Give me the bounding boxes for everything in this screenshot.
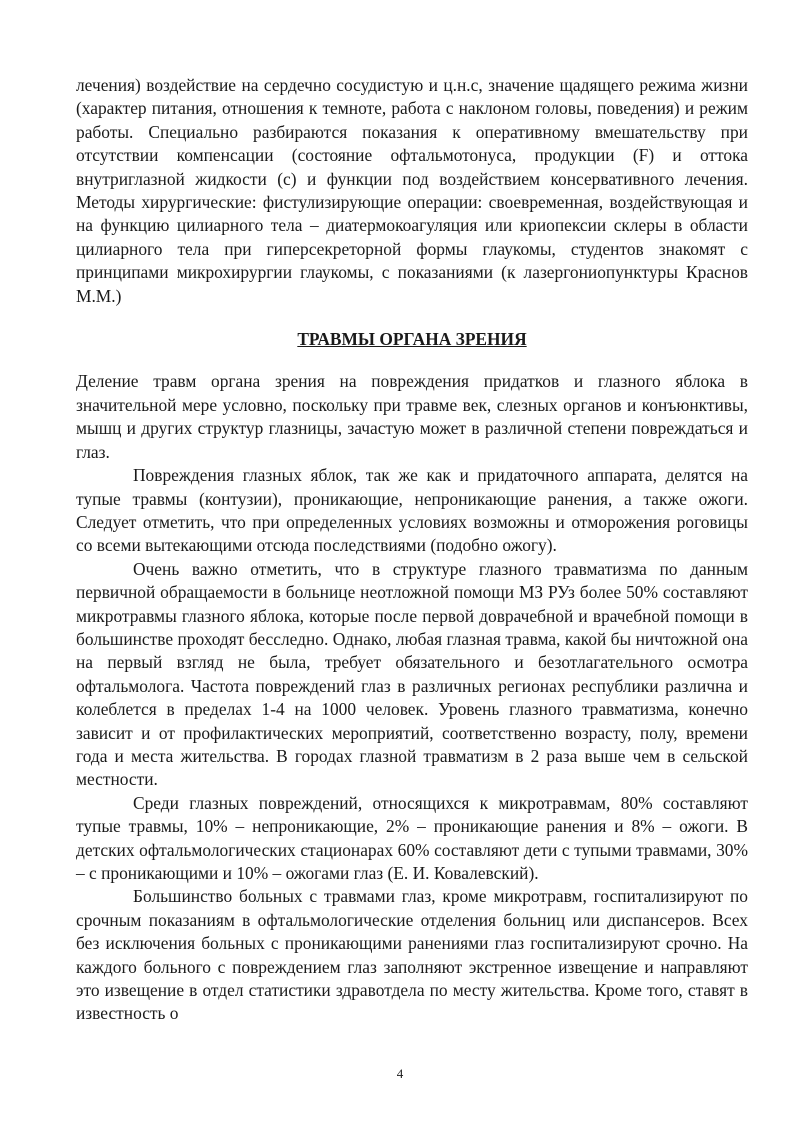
section-heading: ТРАВМЫ ОРГАНА ЗРЕНИЯ	[297, 329, 527, 350]
paragraph-4: Среди глазных повреждений, относящихся к микротравмам, 80% составляют тупые травмы, 10% – непроникающие, 2% – проникающие ранения и 8% – ожоги. В детских офтальмологических стационарах 60% составляют дети с тупыми травмами, 30% – с проникающими и 10% – ожогами глаз (Е. И. Ковалевский).	[76, 792, 748, 883]
document-page	[76, 74, 748, 1026]
paragraph-5: Большинство больных с травмами глаз, кроме микротравм, госпитализируют по срочным показаниям в офтальмологические отделения больниц или диспансеров. Всех без исключения больных с проникающими ранениями глаз госпитализируют срочно. На каждого больного с повреждением глаз заполняют экстренное извещение и направляют это извещение в отдел статистики здравотдела по месту жительства. Кроме того, ставят в известность о	[76, 886, 748, 1024]
intro-paragraph: лечения) воздействие на сердечно сосудистую и ц.н.с, значение щадящего режима жизни (характер питания, отношения к темноте, работа с наклоном головы, поведения) и режим работы. Специально разбираются показания к оперативному вмешательству при отсутствии компенсации (состояние офтальмотонуса, продукции (F) и оттока внутриглазной жидкости (c) и функции под воздействием консервативного лечения. Методы хирургические: фистулизирующие операции: своевременная, воздействующая и на функцию цилиарного тела – диатермокоагуляция или криопексии склеры в области цилиарного тела при гиперсекреторной формы глаукомы, студентов знакомят с принципами микрохирургии глаукомы, с показаниями (к лазергониопунктуры Краснов М.М.)	[76, 75, 748, 306]
page-number: 4	[396, 1066, 404, 1081]
paragraph-3: Очень важно отметить, что в структуре глазного травматизма по данным первичной обращаемости в больнице неотложной помощи МЗ РУз более 50% составляют микротравмы глазного яблока, которые после первой доврачебной и врачебной помощи в большинстве проходят бесследно. Однако, любая глазная травма, какой бы ничтожной она на первый взгляд не была, требует обязательного и безотлагательного осмотра офтальмолога. Частота повреждений глаз в различных регионах республики различна и колеблется в пределах 1-4 на 1000 человек. Уровень глазного травматизма, конечно зависит и от профилактических мероприятий, соответственно возрасту, полу, времени года и места жительства. В городах глазной травматизм в 2 раза выше чем в сельской местности.	[76, 558, 748, 790]
paragraph-1: Деление травм органа зрения на повреждения придатков и глазного яблока в значительной мере условно, поскольку при травме век, слезных органов и конъюнктивы, мышц и других структур глазницы, зачастую может в различной степени повреждаться и глаз.	[76, 371, 748, 462]
paragraph-2: Повреждения глазных яблок, так же как и придаточного аппарата, делятся на тупые травмы (контузии), проникающие, непроникающие ранения, а также ожоги. Следует отметить, что при определенных условиях возможны и отморожения роговицы со всеми вытекающими отсюда последствиями (подобно ожогу).	[76, 465, 748, 556]
